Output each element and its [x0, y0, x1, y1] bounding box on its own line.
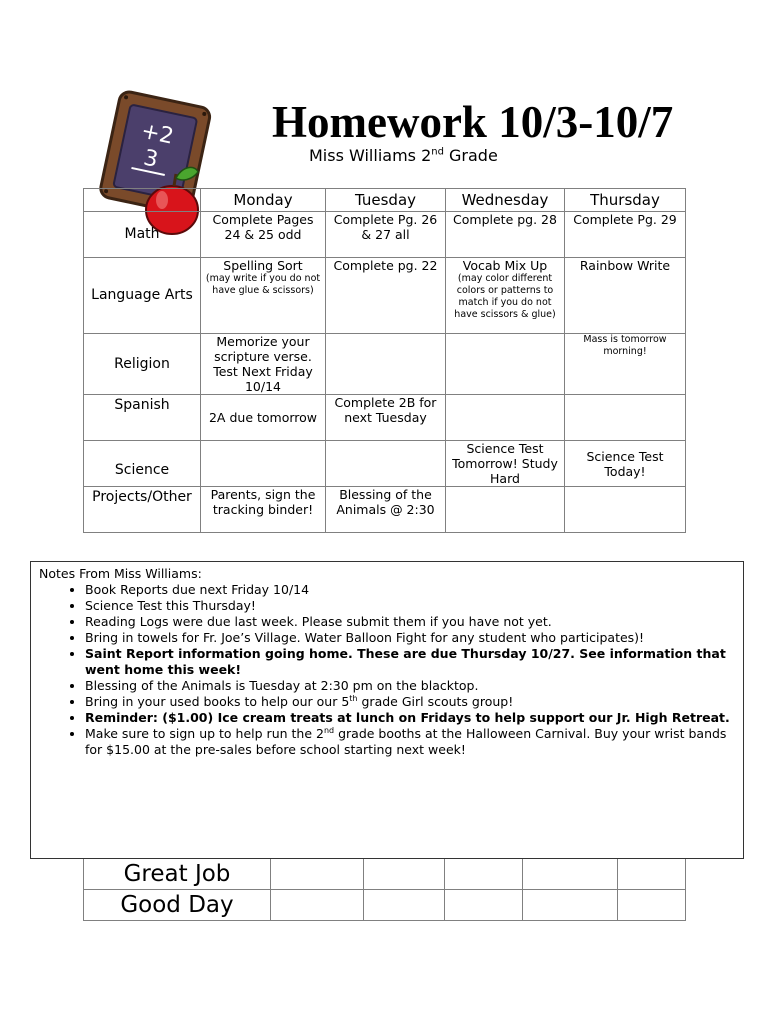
note-sup: th: [349, 693, 358, 703]
language-wednesday: [446, 258, 565, 334]
behavior-cell: [523, 859, 618, 890]
teacher-grade-subtitle: [309, 146, 498, 165]
note-item: [85, 726, 735, 758]
grade-suffix: nd: [431, 146, 444, 158]
projects-monday: Parents, sign the tracking binder!: [201, 487, 326, 533]
subject-projects-other: Projects/Other: [84, 487, 201, 533]
behavior-label-good-day: Good Day: [84, 890, 271, 921]
header-corner: [84, 189, 201, 212]
header-wednesday: Wednesday: [446, 189, 565, 212]
language-wednesday-note: (may color different colors or patterns to match if you do not have scissors & glue): [454, 273, 556, 320]
table-row-religion: [84, 334, 686, 395]
math-tuesday: Complete Pg. 26 & 27 all: [326, 212, 446, 258]
language-monday-task: Spelling Sort: [223, 258, 303, 273]
subject-language-arts: Language Arts: [84, 258, 201, 334]
header-monday: Monday: [201, 189, 326, 212]
table-row-language-arts: [84, 258, 686, 334]
grade-label: Grade: [443, 146, 498, 165]
language-tuesday: Complete pg. 22: [326, 258, 446, 334]
math-thursday: Complete Pg. 29: [565, 212, 686, 258]
notes-box: [30, 561, 744, 859]
subject-religion: Religion: [84, 334, 201, 395]
religion-wednesday: [446, 334, 565, 395]
notes-list: [39, 582, 735, 758]
behavior-cell: [445, 890, 523, 921]
projects-tuesday: Blessing of the Animals @ 2:30: [326, 487, 446, 533]
board-text-2: 3: [141, 145, 161, 173]
note-text: grade booths at the Halloween Carnival. Buy your wrist bands for $15.00 at the pre-sales before school starting next week!: [85, 726, 727, 757]
math-wednesday: Complete pg. 28: [446, 212, 565, 258]
behavior-cell: [364, 890, 445, 921]
subject-math: Math: [84, 212, 201, 258]
religion-thursday: [565, 334, 686, 395]
behavior-cell: [523, 890, 618, 921]
language-wednesday-task: Vocab Mix Up: [462, 258, 548, 273]
spanish-thursday: [565, 395, 686, 441]
projects-thursday: [565, 487, 686, 533]
subject-science: Science: [84, 441, 201, 487]
science-wednesday: Science Test Tomorrow! Study Hard: [446, 441, 565, 487]
language-thursday: Rainbow Write: [565, 258, 686, 334]
behavior-row-good-day: [84, 890, 686, 921]
homework-schedule-table: [83, 188, 686, 533]
language-monday-note: (may write if you do not have glue & scissors): [205, 273, 321, 296]
board-text-1: +2: [138, 118, 176, 150]
behavior-cell: [271, 890, 364, 921]
behavior-chart-table: [83, 858, 686, 921]
page-title: Homework 10/3-10/7: [272, 97, 674, 147]
header-thursday: Thursday: [565, 189, 686, 212]
science-thursday: Science Test Today!: [565, 441, 686, 487]
spanish-wednesday: [446, 395, 565, 441]
table-row-math: [84, 212, 686, 258]
note-item: [85, 694, 735, 710]
religion-thursday-note: Mass is tomorrow morning!: [583, 334, 667, 357]
note-item: • Bring in towels for Fr. Joe’s Village. Water Balloon Fight for any student who participates)!: [85, 630, 735, 646]
teacher-name: Miss Williams 2: [309, 146, 432, 165]
note-text: Bring in your used books to help our our 5: [85, 694, 350, 709]
header-tuesday: Tuesday: [326, 189, 446, 212]
note-item: • Saint Report information going home. These are due Thursday 10/27. See information that went home this week!: [85, 646, 735, 678]
religion-monday: Memorize your scripture verse. Test Next Friday 10/14: [201, 334, 326, 395]
behavior-cell: [618, 890, 686, 921]
projects-wednesday: [446, 487, 565, 533]
behavior-cell: [618, 859, 686, 890]
note-item: • Blessing of the Animals is Tuesday at 2:30 pm on the blacktop.: [85, 678, 735, 694]
behavior-cell: [364, 859, 445, 890]
note-item: • Reading Logs were due last week. Please submit them if you have not yet.: [85, 614, 735, 630]
note-item: • Reminder: ($1.00) Ice cream treats at lunch on Fridays to help support our Jr. High Retreat.: [85, 710, 735, 726]
table-header-row: [84, 189, 686, 212]
spanish-monday: 2A due tomorrow: [201, 395, 326, 441]
table-row-projects: [84, 487, 686, 533]
notes-heading: Notes From Miss Williams:: [39, 566, 202, 581]
note-text: Make sure to sign up to help run the 2: [85, 726, 324, 741]
note-item: • Book Reports due next Friday 10/14: [85, 582, 735, 598]
science-tuesday: [326, 441, 446, 487]
note-sup: nd: [323, 725, 335, 735]
subject-spanish: Spanish: [84, 395, 201, 441]
spanish-tuesday: Complete 2B for next Tuesday: [326, 395, 446, 441]
note-item: • Science Test this Thursday!: [85, 598, 735, 614]
table-row-science: [84, 441, 686, 487]
religion-tuesday: [326, 334, 446, 395]
behavior-cell: [445, 859, 523, 890]
behavior-label-great-job: Great Job: [84, 859, 271, 890]
note-text: grade Girl scouts group!: [357, 694, 514, 709]
science-monday: [201, 441, 326, 487]
language-monday: [201, 258, 326, 334]
math-monday: Complete Pages 24 & 25 odd: [201, 212, 326, 258]
behavior-cell: [271, 859, 364, 890]
behavior-row-great-job: [84, 859, 686, 890]
table-row-spanish: [84, 395, 686, 441]
